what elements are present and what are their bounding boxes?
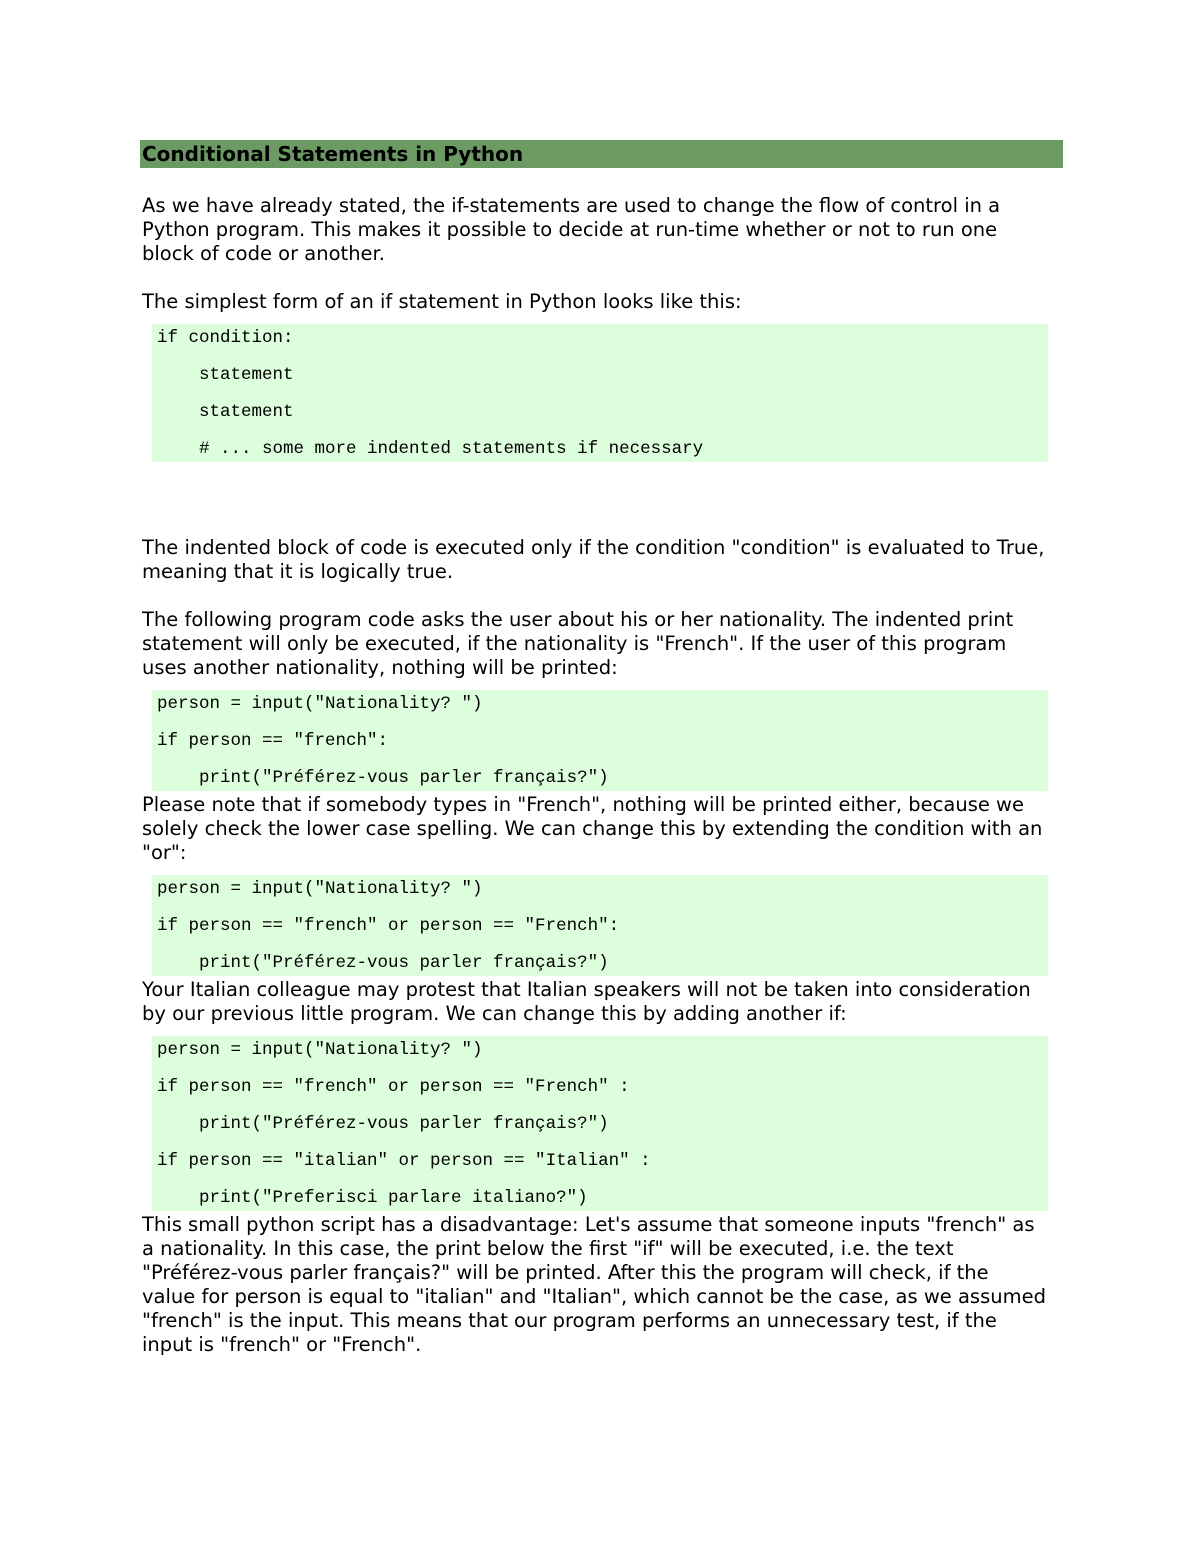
paragraph-disadvantage bbox=[142, 1213, 1063, 1357]
code-line: if condition: bbox=[157, 328, 294, 348]
code-line: if person == "italian" or person == "Italian" : bbox=[157, 1151, 651, 1171]
text-line: statement will only be executed, if the nationality is "French". If the user of this program bbox=[142, 632, 1007, 655]
paragraph-italian-colleague bbox=[142, 978, 1063, 1026]
text-line: The indented block of code is executed only if the condition "condition" is evaluated to True, bbox=[142, 536, 1045, 559]
text-line: The following program code asks the user about his or her nationality. The indented print bbox=[142, 608, 1014, 631]
text-line: This small python script has a disadvantage: Let's assume that someone inputs "french" as bbox=[142, 1213, 1035, 1236]
paragraph-simplest-form bbox=[142, 290, 1063, 314]
code-line: print("Préférez-vous parler français?") bbox=[157, 953, 609, 973]
paragraph-nationality-program bbox=[142, 608, 1063, 680]
code-line: print("Preferisci parlare italiano?") bbox=[157, 1188, 588, 1208]
code-block-if-syntax bbox=[152, 324, 1048, 462]
code-line: statement bbox=[157, 402, 294, 422]
code-line: print("Préférez-vous parler français?") bbox=[157, 768, 609, 788]
code-block-french-italian bbox=[152, 1036, 1048, 1211]
text-line: value for person is equal to "italian" and "Italian", which cannot be the case, as we assumed bbox=[142, 1285, 1046, 1308]
text-line: block of code or another. bbox=[142, 242, 385, 265]
text-line: "french" is the input. This means that our program performs an unnecessary test, if the bbox=[142, 1309, 997, 1332]
code-line: if person == "french" or person == "French": bbox=[157, 916, 620, 936]
code-block-french-or bbox=[152, 875, 1048, 976]
code-line: # ... some more indented statements if necessary bbox=[157, 439, 704, 459]
spacer bbox=[140, 488, 1063, 536]
code-line: statement bbox=[157, 365, 294, 385]
code-block-french bbox=[152, 690, 1048, 791]
document-page bbox=[140, 140, 1063, 1381]
text-line: meaning that it is logically true. bbox=[142, 560, 454, 583]
code-line: person = input("Nationality? ") bbox=[157, 1040, 483, 1060]
paragraph-lower-case-note bbox=[142, 793, 1063, 865]
text-line: a nationality. In this case, the print below the first "if" will be executed, i.e. the text bbox=[142, 1237, 954, 1260]
section-title: Conditional Statements in Python bbox=[140, 140, 1063, 168]
text-line: input is "french" or "French". bbox=[142, 1333, 422, 1356]
text-line: "Préférez-vous parler français?" will be printed. After this the program will check, if the bbox=[142, 1261, 989, 1284]
text-line: "or": bbox=[142, 841, 187, 864]
text-line: As we have already stated, the if-statements are used to change the flow of control in a bbox=[142, 194, 1001, 217]
paragraph-indented-block bbox=[142, 536, 1063, 584]
text-line: Python program. This makes it possible to decide at run-time whether or not to run one bbox=[142, 218, 998, 241]
code-line: person = input("Nationality? ") bbox=[157, 694, 483, 714]
text-line: solely check the lower case spelling. We can change this by extending the condition with an bbox=[142, 817, 1043, 840]
text-line: uses another nationality, nothing will be printed: bbox=[142, 656, 618, 679]
text-line: Please note that if somebody types in "French", nothing will be printed either, because we bbox=[142, 793, 1024, 816]
code-line: if person == "french": bbox=[157, 731, 389, 751]
code-line: print("Préférez-vous parler français?") bbox=[157, 1114, 609, 1134]
text-line: by our previous little program. We can change this by adding another if: bbox=[142, 1002, 847, 1025]
text-line: The simplest form of an if statement in Python looks like this: bbox=[142, 290, 742, 313]
text-line: Your Italian colleague may protest that Italian speakers will not be taken into consideration bbox=[142, 978, 1031, 1001]
code-line: person = input("Nationality? ") bbox=[157, 879, 483, 899]
code-line: if person == "french" or person == "French" : bbox=[157, 1077, 630, 1097]
paragraph-intro bbox=[142, 194, 1063, 266]
